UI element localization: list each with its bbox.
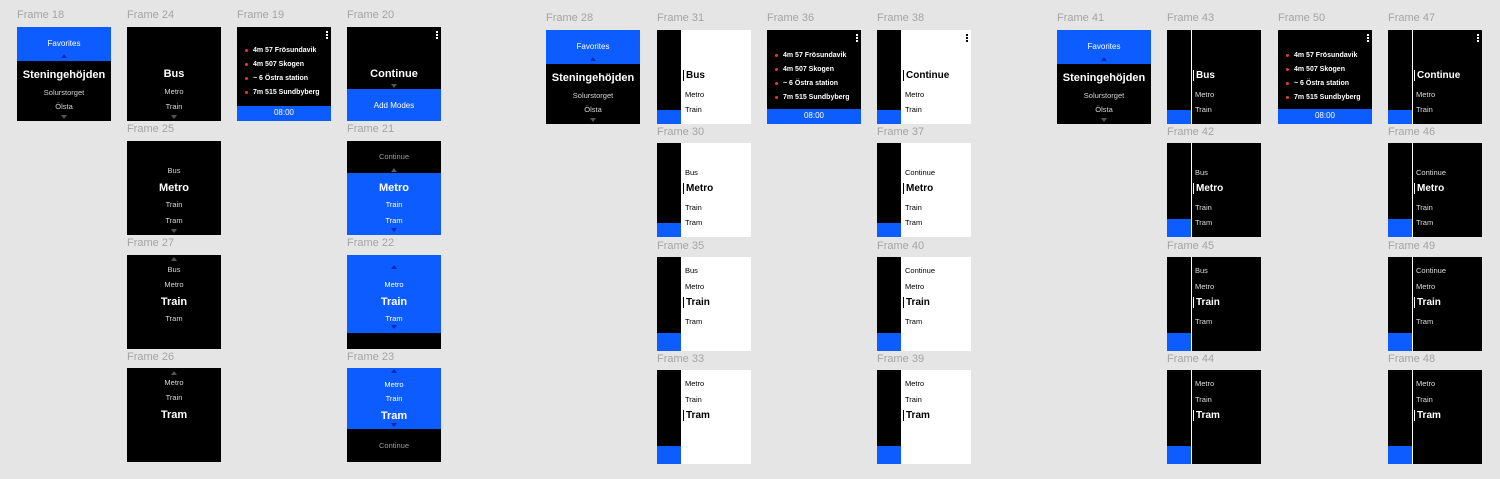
frame-mode-picker-train[interactable] — [127, 255, 221, 349]
mode-metro[interactable]: Metro — [1195, 90, 1215, 99]
mode-bus[interactable]: Bus — [167, 265, 181, 274]
time-bar[interactable]: 08:00 — [767, 109, 861, 124]
chevron-up-icon — [391, 369, 397, 373]
frame-label: Frame 21 — [347, 123, 395, 135]
departure-row[interactable]: 4m 57 Frösundavik — [245, 47, 316, 54]
favorite-item[interactable]: Solurstorget — [572, 91, 614, 100]
chevron-up-icon — [590, 57, 596, 61]
favorites-tab[interactable]: Favorites — [1087, 42, 1121, 51]
departure-row[interactable]: ~ 6 Östra station — [245, 75, 308, 82]
mode-train[interactable]: Train — [685, 203, 702, 212]
frame-split-train-continue[interactable] — [877, 257, 971, 351]
mode-tram[interactable]: Tram — [385, 314, 403, 323]
chevron-up-icon — [171, 257, 177, 261]
frame-departures[interactable] — [237, 27, 331, 121]
frame-label: Frame 19 — [237, 9, 285, 21]
favorite-item[interactable]: Ölsta — [55, 102, 73, 111]
frame-modes-blue-tram[interactable] — [347, 368, 441, 462]
frame-split-metro[interactable] — [657, 143, 751, 237]
favorites-tab[interactable]: Favorites — [576, 42, 610, 51]
mode-tram[interactable]: Tram — [685, 317, 703, 326]
frame-label: Frame 24 — [127, 9, 175, 21]
mode-metro[interactable]: Metro — [164, 87, 184, 96]
frame-label: Frame 49 — [1388, 240, 1436, 252]
continue-button[interactable]: Continue — [1416, 168, 1447, 177]
frame-dark-split-train[interactable] — [1167, 257, 1261, 351]
mode-train[interactable]: Train — [380, 296, 408, 308]
mode-metro[interactable]: Metro — [379, 182, 409, 194]
mode-train[interactable]: Train — [165, 393, 183, 402]
mode-train[interactable]: Train — [1416, 395, 1433, 404]
frame-split-train[interactable] — [657, 257, 751, 351]
mode-tram[interactable]: Tram — [160, 409, 188, 421]
mode-metro[interactable]: Metro — [1195, 282, 1215, 291]
mode-train[interactable]: Train — [1193, 297, 1220, 308]
favorite-item[interactable]: Solurstorget — [43, 88, 85, 97]
continue-button[interactable]: Continue — [1414, 70, 1460, 81]
chevron-down-icon — [61, 115, 67, 119]
mode-tram[interactable]: Tram — [685, 218, 703, 227]
mode-metro[interactable]: Metro — [1416, 282, 1436, 291]
more-icon[interactable] — [856, 34, 858, 43]
mode-bus[interactable]: Bus — [683, 70, 705, 81]
frame-modes-blue-metro[interactable] — [347, 141, 441, 235]
frame-label: Frame 39 — [877, 353, 925, 365]
mode-metro[interactable]: Metro — [159, 182, 189, 194]
add-modes-button[interactable]: Add Modes — [373, 101, 415, 110]
mode-bus[interactable]: Bus — [167, 166, 181, 175]
continue-button[interactable]: Continue — [905, 266, 936, 275]
frame-label: Frame 35 — [657, 240, 705, 252]
mode-metro[interactable]: Metro — [905, 90, 925, 99]
favorite-item[interactable]: Solurstorget — [1083, 91, 1125, 100]
frame-label: Frame 40 — [877, 240, 925, 252]
frame-mode-picker-bus[interactable] — [127, 27, 221, 121]
mode-train[interactable]: Train — [1414, 297, 1441, 308]
mode-bus[interactable]: Bus — [1195, 266, 1208, 275]
mode-tram[interactable]: Tram — [165, 216, 183, 225]
chevron-up-icon — [1101, 57, 1107, 61]
frame-dark-split-tram[interactable] — [1388, 370, 1482, 464]
mode-metro[interactable]: Metro — [384, 380, 404, 389]
mode-train[interactable]: Train — [685, 395, 702, 404]
more-icon[interactable] — [966, 34, 968, 43]
frame-label: Frame 48 — [1388, 353, 1436, 365]
favorites-tab[interactable]: Favorites — [47, 39, 81, 48]
chevron-down-icon — [171, 229, 177, 233]
mode-train[interactable]: Train — [1416, 203, 1433, 212]
frame-favorites[interactable] — [1057, 30, 1151, 124]
favorite-title: Steningehöjden — [551, 72, 635, 84]
favorite-item[interactable]: Ölsta — [1095, 105, 1113, 114]
continue-button[interactable]: Continue — [370, 68, 418, 80]
mode-tram[interactable]: Tram — [1193, 410, 1220, 421]
frame-favorites[interactable] — [17, 27, 111, 121]
mode-tram[interactable]: Tram — [1416, 317, 1434, 326]
mode-tram[interactable]: Tram — [903, 410, 930, 421]
chevron-down-icon — [1101, 118, 1107, 122]
mode-train[interactable]: Train — [905, 395, 922, 404]
frame-label: Frame 36 — [767, 12, 815, 24]
departure-row[interactable]: 7m 515 Sundbyberg — [1286, 94, 1361, 101]
continue-button[interactable]: Continue — [905, 168, 936, 177]
mode-train[interactable]: Train — [385, 394, 403, 403]
mode-metro[interactable]: Metro — [683, 183, 713, 194]
frame-modes-blue-train[interactable] — [347, 255, 441, 349]
frame-label: Frame 50 — [1278, 12, 1326, 24]
mode-metro[interactable]: Metro — [685, 90, 705, 99]
mode-metro[interactable]: Metro — [685, 379, 705, 388]
mode-metro[interactable]: Metro — [384, 280, 404, 289]
frame-label: Frame 42 — [1167, 126, 1215, 138]
frame-mode-picker-metro[interactable] — [127, 141, 221, 235]
departure-row[interactable]: 4m 57 Frösundavik — [775, 52, 846, 59]
mode-tram[interactable]: Tram — [380, 410, 408, 422]
mode-tram[interactable]: Tram — [1195, 218, 1213, 227]
departure-row[interactable]: ~ 6 Östra station — [775, 80, 838, 87]
mode-train[interactable]: Train — [1416, 105, 1433, 114]
frame-dark-split-metro-continue[interactable] — [1388, 143, 1482, 237]
frame-label: Frame 27 — [127, 237, 175, 249]
chevron-down-icon — [171, 115, 177, 119]
frame-label: Frame 25 — [127, 123, 175, 135]
frame-label: Frame 23 — [347, 351, 395, 363]
chevron-down-icon — [391, 228, 397, 232]
chevron-down-icon — [391, 84, 397, 88]
frame-departures[interactable] — [767, 30, 861, 124]
frame-label: Frame 38 — [877, 12, 925, 24]
mode-train[interactable]: Train — [905, 203, 922, 212]
continue-button[interactable]: Continue — [1416, 266, 1447, 275]
mode-train[interactable]: Train — [160, 296, 188, 308]
frame-split-continue[interactable] — [877, 30, 971, 124]
mode-metro[interactable]: Metro — [905, 379, 925, 388]
frame-label: Frame 18 — [17, 9, 65, 21]
mode-metro[interactable]: Metro — [1416, 379, 1436, 388]
mode-bus[interactable]: Bus — [163, 68, 185, 80]
continue-button[interactable]: Continue — [378, 441, 410, 450]
mode-tram[interactable]: Tram — [165, 314, 183, 323]
mode-metro[interactable]: Metro — [1414, 183, 1444, 194]
mode-metro[interactable]: Metro — [1193, 183, 1223, 194]
mode-bus[interactable]: Bus — [685, 168, 698, 177]
frame-label: Frame 33 — [657, 353, 705, 365]
frame-dark-split-bus[interactable] — [1167, 30, 1261, 124]
departure-row[interactable]: 4m 507 Skogen — [775, 66, 834, 73]
frame-mode-picker-tram[interactable] — [127, 368, 221, 462]
frame-split-metro-continue[interactable] — [877, 143, 971, 237]
mode-train[interactable]: Train — [1195, 395, 1212, 404]
departure-row[interactable]: 4m 57 Frösundavik — [1286, 52, 1357, 59]
mode-train[interactable]: Train — [1195, 203, 1212, 212]
mode-train[interactable]: Train — [685, 105, 702, 114]
frame-split-bus[interactable] — [657, 30, 751, 124]
chevron-up-icon — [391, 265, 397, 269]
frame-label: Frame 45 — [1167, 240, 1215, 252]
frame-label: Frame 47 — [1388, 12, 1436, 24]
frame-label: Frame 41 — [1057, 12, 1105, 24]
mode-tram[interactable]: Tram — [385, 216, 403, 225]
frame-split-tram[interactable] — [877, 370, 971, 464]
frame-label: Frame 30 — [657, 126, 705, 138]
chevron-up-icon — [61, 54, 67, 58]
mode-bus[interactable]: Bus — [685, 266, 698, 275]
favorite-title: Steningehöjden — [1062, 72, 1146, 84]
mode-metro[interactable]: Metro — [685, 282, 705, 291]
mode-metro[interactable]: Metro — [164, 280, 184, 289]
mode-metro[interactable]: Metro — [905, 282, 925, 291]
chevron-up-icon — [171, 371, 177, 375]
mode-tram[interactable]: Tram — [683, 410, 710, 421]
frame-label: Frame 37 — [877, 126, 925, 138]
frame-label: Frame 46 — [1388, 126, 1436, 138]
mode-train[interactable]: Train — [683, 297, 710, 308]
chevron-up-icon — [391, 168, 397, 172]
departure-row[interactable]: 7m 515 Sundbyberg — [775, 94, 850, 101]
mode-metro[interactable]: Metro — [1195, 379, 1215, 388]
time-bar[interactable]: 08:00 — [237, 106, 331, 121]
frame-label: Frame 28 — [546, 12, 594, 24]
frame-dark-split-continue[interactable] — [1388, 30, 1482, 124]
mode-metro[interactable]: Metro — [164, 378, 184, 387]
frame-label: Frame 44 — [1167, 353, 1215, 365]
departure-row[interactable]: 4m 507 Skogen — [1286, 66, 1345, 73]
departure-row[interactable]: 4m 507 Skogen — [245, 61, 304, 68]
mode-train[interactable]: Train — [905, 105, 922, 114]
mode-bus[interactable]: Bus — [1195, 168, 1208, 177]
frame-label: Frame 43 — [1167, 12, 1215, 24]
mode-metro[interactable]: Metro — [1416, 90, 1436, 99]
mode-bus[interactable]: Bus — [1193, 70, 1215, 81]
more-icon[interactable] — [1477, 34, 1479, 43]
frame-split-tram[interactable] — [657, 370, 751, 464]
continue-button[interactable]: Continue — [903, 70, 949, 81]
mode-tram[interactable]: Tram — [1195, 317, 1213, 326]
mode-train[interactable]: Train — [165, 200, 183, 209]
chevron-down-icon — [391, 423, 397, 427]
mode-train[interactable]: Train — [165, 102, 183, 111]
frame-departures[interactable] — [1278, 30, 1372, 124]
mode-tram[interactable]: Tram — [905, 317, 923, 326]
more-icon[interactable] — [326, 31, 328, 40]
frame-dark-split-train-continue[interactable] — [1388, 257, 1482, 351]
mode-tram[interactable]: Tram — [1414, 410, 1441, 421]
mode-train[interactable]: Train — [1195, 105, 1212, 114]
mode-tram[interactable]: Tram — [1416, 218, 1434, 227]
frame-dark-split-tram[interactable] — [1167, 370, 1261, 464]
chevron-down-icon — [590, 118, 596, 122]
favorite-item[interactable]: Ölsta — [584, 105, 602, 114]
mode-metro[interactable]: Metro — [903, 183, 933, 194]
frame-continue[interactable] — [347, 27, 441, 121]
more-icon[interactable] — [1367, 34, 1369, 43]
frame-label: Frame 26 — [127, 351, 175, 363]
frame-label: Frame 31 — [657, 12, 705, 24]
mode-train[interactable]: Train — [385, 200, 403, 209]
more-icon[interactable] — [436, 31, 438, 40]
frame-favorites[interactable] — [546, 30, 640, 124]
continue-button[interactable]: Continue — [378, 152, 410, 161]
favorite-title: Steningehöjden — [22, 69, 106, 81]
frame-label: Frame 20 — [347, 9, 395, 21]
frame-label: Frame 22 — [347, 237, 395, 249]
chevron-down-icon — [391, 325, 397, 329]
mode-train[interactable]: Train — [903, 297, 930, 308]
frame-dark-split-metro[interactable] — [1167, 143, 1261, 237]
time-bar[interactable]: 08:00 — [1278, 109, 1372, 124]
departure-row[interactable]: 7m 515 Sundbyberg — [245, 89, 320, 96]
departure-row[interactable]: ~ 6 Östra station — [1286, 80, 1349, 87]
mode-tram[interactable]: Tram — [905, 218, 923, 227]
